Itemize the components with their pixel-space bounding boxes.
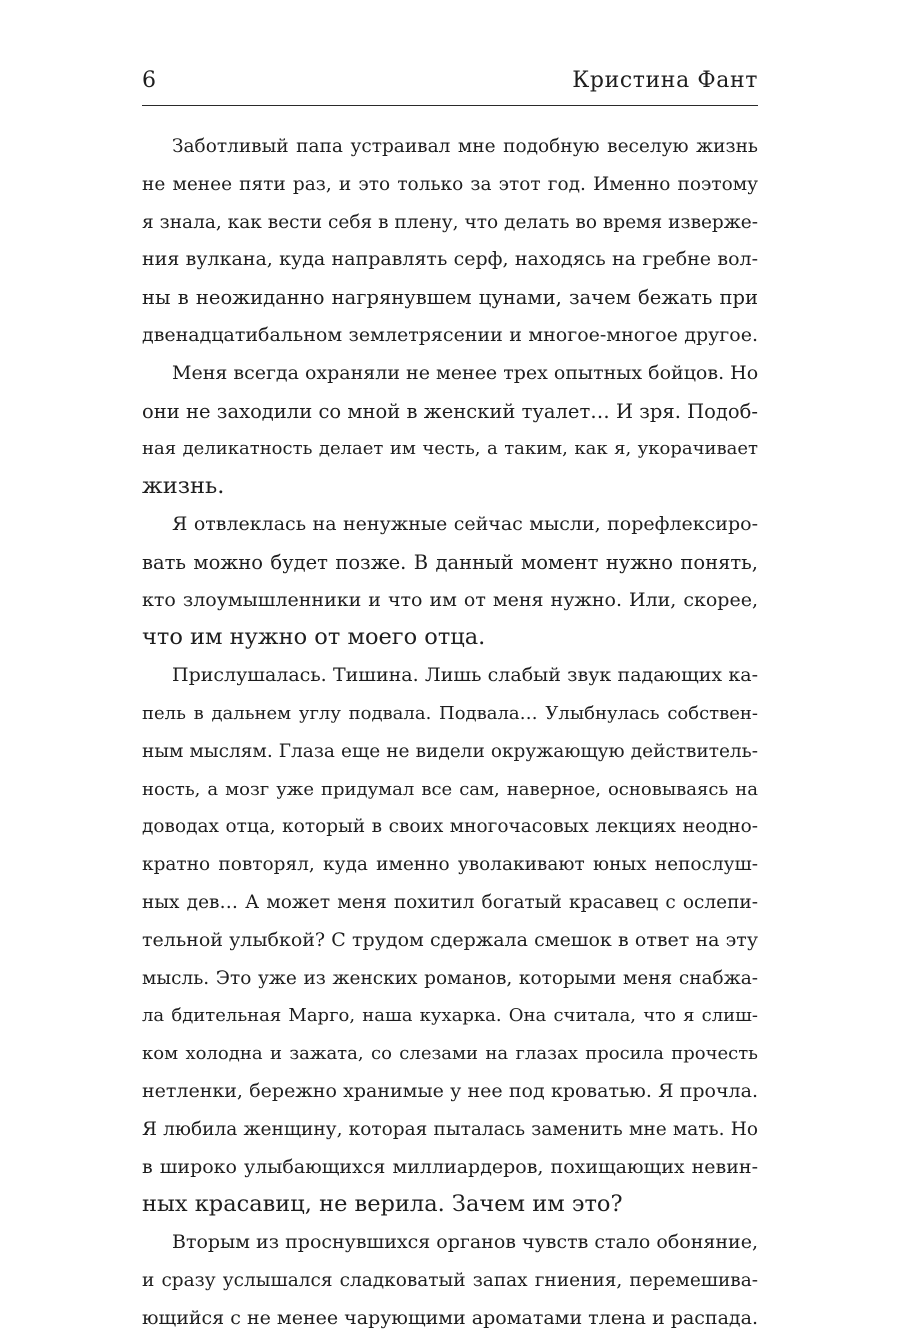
text-line: не менее пяти раз, и это только за этот год. Именно поэтому [142, 173, 758, 195]
text-line: ным мыслям. Глаза еще не видели окружающую действитель- [142, 740, 758, 762]
running-head [142, 62, 758, 102]
header-rule [142, 105, 758, 106]
text-line: они не заходили со мной в женский туалет… И зря. Подоб- [142, 399, 758, 423]
text-line: ны в неожиданно нагрянувшем цунами, зачем бежать при [142, 286, 758, 310]
text-line: Заботливый папа устраивал мне подобную веселую жизнь [172, 136, 758, 157]
text-line: тельной улыбкой? С трудом сдержала смешок в ответ на эту [142, 928, 758, 951]
text-line: ность, а мозг уже придумал все сам, наверное, основываясь на [142, 778, 758, 800]
body-text [142, 128, 758, 1338]
paragraph-5 [142, 1224, 758, 1337]
paragraph-1 [142, 128, 758, 355]
text-line: Вторым из проснувшихся органов чувств стало обоняние, [172, 1231, 758, 1254]
text-line: мысль. Это уже из женских романов, которыми меня снабжа- [142, 967, 758, 989]
text-line: ком холодна и зажата, со слезами на глазах просила прочесть [142, 1043, 758, 1065]
text-line: пель в дальнем углу подвала. Подвала… Улыбнулась собствен- [142, 702, 758, 724]
paragraph-4 [142, 657, 758, 1224]
text-line: кто злоумышленники и что им от меня нужно. Или, скорее, [142, 588, 758, 611]
text-line: Я любила женщину, которая пыталась заменить мне мать. Но [142, 1118, 758, 1140]
text-line: ния вулкана, куда направлять серф, находясь на гребне вол- [142, 248, 758, 271]
text-line: и сразу услышался сладковатый запах гниения, перемешива- [142, 1269, 758, 1291]
page-number: 6 [142, 68, 156, 93]
text-line: нетленки, бережно хранимые у нее под кроватью. Я прочла. [142, 1079, 758, 1102]
text-line: что им нужно от моего отца. [142, 624, 486, 651]
text-line: Прислушалась. Тишина. Лишь слабый звук падающих ка- [172, 664, 758, 687]
text-line: ла бдительная Марго, наша кухарка. Она считала, что я слиш- [142, 1005, 758, 1027]
running-head-author: Кристина Фант [572, 68, 758, 93]
text-line: кратно повторял, куда именно уволакивают юных непослуш- [142, 854, 758, 876]
text-line: жизнь. [142, 473, 225, 500]
text-line: ных красавиц, не верила. Зачем им это? [142, 1191, 623, 1218]
text-line: доводах отца, который в своих многочасовых лекциях неодно- [142, 816, 758, 838]
paragraph-2 [142, 355, 758, 506]
text-line: ных дев… А может меня похитил богатый красавец с ослепи- [142, 891, 758, 913]
text-line: двенадцатибальном землетрясении и многое-многое другое. [142, 323, 758, 346]
text-line: в широко улыбающихся миллиардеров, похищающих невин- [142, 1155, 758, 1178]
text-line: Я отвлеклась на ненужные сейчас мысли, порефлексиро- [172, 512, 758, 535]
text-line: я знала, как вести себя в плену, что делать во время изверже- [142, 211, 758, 233]
text-line: Меня всегда охраняли не менее трех опытных бойцов. Но [172, 361, 759, 384]
text-line: ная деликатность делает им честь, а таким, как я, укорачивает [142, 438, 758, 460]
text-line: ющийся с не менее чарующими ароматами тлена и распада. [142, 1306, 758, 1329]
paragraph-3 [142, 506, 758, 657]
text-line: вать можно будет позже. В данный момент нужно понять, [142, 550, 758, 574]
